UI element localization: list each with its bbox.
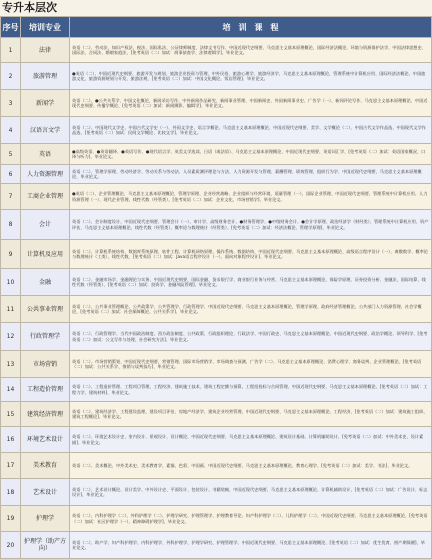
major-name: 会计: [21, 210, 70, 240]
row-number: 19: [1, 506, 21, 532]
major-name: 建筑经济管理: [21, 402, 70, 427]
table-row: [1, 117, 432, 144]
major-name: 金融: [21, 269, 70, 296]
table-row: [1, 184, 432, 210]
course-list: ●英语（二）、企业管理概论、马克思主义基本原理概论、管理学原理、企业经营战略、企业组织与经营环境、质量管理（一）、国际企业管理、中国近现代史纲要、管理系统中计算机应用、人力资源管理（一）、现代企业管理、线性代数（经管类）、[免考英语（二）加试：企业文化、市场营销学]、毕业论文。: [70, 184, 432, 210]
course-list: 英语（二）、建筑经济学、工程建设监理、建设项目评估、房地产经济学、建筑企业经营管理、中国近现代史纲要、马克思主义基本原理概论、工程经济、[免考英语（二）加试：建筑施工组织、建筑工程概论]、毕业论文。: [70, 402, 432, 427]
row-number: 18: [1, 479, 21, 506]
table-row: [1, 427, 432, 453]
course-list: 英语（二）、金融市场学、金融理论与实务、中国近现代史纲要、国际金融、货币银行学、商业银行业务与经营、马克思主义基本原理概论、保险学原理、证券投资分析、金融法、国际结算、线性代数（经管类）、[免考英语（二）加试：投资学、金融风险管理]、毕业论文。: [70, 269, 432, 296]
row-number: 13: [1, 351, 21, 378]
table-row: [1, 165, 432, 184]
table-row: [1, 296, 432, 323]
course-list: 英语（二）、中国现代文学史、中国古代文学史（一）、外国文学史、语言学概论、马克思主义基本原理概论、中国近现代史纲要、美学、文学概论（二）、中国古代文学作品选、中国现代文学作品选、[免考英语（二）加试：民间文学概论、比较文学]、毕业论文。: [70, 117, 432, 144]
table-row: [1, 351, 432, 378]
row-number: 20: [1, 532, 21, 559]
course-list: 英语（二）、内科护理学（二）、外科护理学（二）、护理学研究、护理管理学、护理教育导论、妇产科护理学（二）、儿科护理学（二）、中国近现代史纲要、马克思主义基本原理概论、[免考英语（二）加试：社区护理学（一）、精神障碍护理学]、毕业论文。: [70, 506, 432, 532]
course-list: 英语（二）、行政管理学、当代中国政治制度、西方政治制度、公共政策、行政组织理论、行政法学、中国行政史、马克思主义基本原理概论、中国近现代史纲要、政治学概论、领导科学、[免考英语（二）加试：公文写作与处理、社会研究方法]、毕业论文。: [70, 323, 432, 351]
row-number: 14: [1, 378, 21, 402]
header-no: 序号: [1, 17, 21, 38]
course-list: 英语（二）、工程造价管理、工程项目管理、工程经济、建筑施工技术、建筑工程定额与预算、工程招投标与合同管理、中国近现代史纲要、马克思主义基本原理概论、[免考英语（二）加试：工程力学、建筑材料]、毕业论文。: [70, 378, 432, 402]
table-row: [1, 269, 432, 296]
row-number: 10: [1, 269, 21, 296]
course-list: 英语（二）、计算机系统结构、数据库系统原理、软件工程、计算机网络原理、操作系统、数据结构、中国近现代史纲要、马克思主义基本原理概论、高级语言程序设计（一）、离散数学、概率论与数理统计（工类）、线性代数、[免考英语（二）加试：Java语言程序设计（一）、面向对象程序设计]、毕业论文。: [70, 240, 432, 269]
row-number: 6: [1, 165, 21, 184]
row-number: 4: [1, 117, 21, 144]
course-list: 英语（二）、环境艺术设计史、室内设计、景观设计、设计概论、中国近现代史纲要、马克思主义基本原理概论、建筑设计基础、计算机辅助设计、[免考英语（二）加试：中外美术史、设计素描]、毕业论文。: [70, 427, 432, 453]
major-name: 法律: [21, 38, 70, 63]
course-list: 英语（二）、市场营销策划、中国近现代史纲要、营销管理、国际市场营销学、市场调查与预测、广告学（二）、马克思主义基本原理概论、消费心理学、商务谈判、企业管理概论、[免考英语（二）加试：公共关系学、推销与谈判技巧]、毕业论文。: [70, 351, 432, 378]
course-list: ●高级英语、●英语翻译、●英语写作、●现代语言学、英美文学选读、日语（或法语）、马克思主义基本原理概论、中国近现代史纲要、英语词汇学、[免考英语（二）加试：英语国家概况、口译与听力]、毕业论文。: [70, 144, 432, 165]
major-name: 新闻学: [21, 90, 70, 117]
table-row: [1, 453, 432, 479]
row-number: 5: [1, 144, 21, 165]
course-list: 英语（二）、公共事业管理概论、公共政策学、公共管理学、行政管理学、中国近现代史纲要、马克思主义基本原理概论、管理学原理、政府经济管理概论、公共部门人力资源管理、社会学概论、[免考英语（二）加试：社会保障概论、公共关系学]、毕业论文。: [70, 296, 432, 323]
major-name: 市场营销: [21, 351, 70, 378]
major-name: 护理学: [21, 506, 70, 532]
table-row: [1, 63, 432, 90]
major-name: 汉语言文学: [21, 117, 70, 144]
course-list: 英语（二）、●公共关系学、中国文化概论、新闻采访写作、中外新闻作品研究、新闻事业管理、中国新闻史、外国新闻事业史、广告学（一）、新闻评论写作、马克思主义基本原理概论、中国近现代史纲要、传播学概论、[免考英语（二）加试：新闻摄影、编辑学]、毕业论文。: [70, 90, 432, 117]
table-row: [1, 532, 432, 559]
row-number: 11: [1, 296, 21, 323]
table-row: [1, 323, 432, 351]
row-number: 2: [1, 63, 21, 90]
table-row: [1, 144, 432, 165]
table-row: [1, 378, 432, 402]
course-list: 英语（二）、美术概论、中外美术史、美术教育学、素描、色彩、中国画、中国近现代史纲要、马克思主义基本原理概论、教育心理学、[免考英语（二）加试：美学、书法]、毕业论文。: [70, 453, 432, 479]
table-row: [1, 240, 432, 269]
page-title: 专升本层次: [2, 1, 57, 14]
row-number: 15: [1, 402, 21, 427]
header-courses: 培 训 课 程: [70, 17, 432, 38]
row-number: 12: [1, 323, 21, 351]
table-header-row: [1, 17, 432, 38]
major-name: 工程造价管理: [21, 378, 70, 402]
course-table: [0, 16, 432, 559]
course-list: 英语（二）、艺术设计概论、设计美学、中外设计史、平面设计、包装设计、书籍装帧、中国近现代史纲要、马克思主义基本原理概论、计算机辅助设计、[免考英语（二）加试：广告设计、标志设计]、毕业论文。: [70, 479, 432, 506]
table-row: [1, 479, 432, 506]
major-name: 艺术设计: [21, 479, 70, 506]
table-row: [1, 506, 432, 532]
course-list: 英语（二）、会计制度设计、中国近现代史纲要、管理会计（一）、审计学、高级财务会计、●财务管理学、●中级财务会计、●会计学原理、政治经济学（财经类）、管理系统中计算机应用、资产评估、马克思主义基本原理概论、线性代数（经管类）、概率论与数理统计（经管类）、[免考英语（二）加试：经济法概论、管理学原理]、毕业论文。: [70, 210, 432, 240]
row-number: 16: [1, 427, 21, 453]
row-number: 1: [1, 38, 21, 63]
major-name: 公共事业管理: [21, 296, 70, 323]
major-name: 环境艺术设计: [21, 427, 70, 453]
major-name: 工商企业管理: [21, 184, 70, 210]
row-number: 8: [1, 210, 21, 240]
table-row: [1, 210, 432, 240]
header-major: 培训专业: [21, 17, 70, 38]
course-list: 英语（二）、管理学原理、劳动经济学、劳动关系与劳动法、人员素质测评理论与方法、人力资源开发与管理、薪酬管理、绩效管理、组织行为学、中国近现代史纲要、马克思主义基本原理概论、毕业论文。: [70, 165, 432, 184]
major-name: 美术教育: [21, 453, 70, 479]
table-row: [1, 38, 432, 63]
row-number: 3: [1, 90, 21, 117]
major-name: 计算机及应用: [21, 240, 70, 269]
table-row: [1, 90, 432, 117]
row-number: 17: [1, 453, 21, 479]
row-number: 9: [1, 240, 21, 269]
course-list: 英语（二）、助产学、妇产科护理学、内科护理学、外科护理学、护理学研究、护理管理学、中国近现代史纲要、马克思主义基本原理概论、[免考英语（二）加试：优生优育、围产期保健]、毕业论文。: [70, 532, 432, 559]
major-name: 英语: [21, 144, 70, 165]
major-name: 行政管理学: [21, 323, 70, 351]
major-name: 旅游管理: [21, 63, 70, 90]
table-row: [1, 402, 432, 427]
major-name: 护理学（助产方向）: [21, 532, 70, 559]
course-list: 英语（二）、劳动法、知识产权法、税法、国际私法、公证律师制度、法律文书写作、中国近现代史纲要、马克思主义基本原理概论、国际经济法概论、环境与资源保护法学、中国法律思想史、国际法、合同法、婚姻家庭法、[免考英语（二）加试：刑事侦查学、法律逻辑学]、毕业论文。: [70, 38, 432, 63]
course-list: ●英语（二）、中国近现代史纲要、旅游开发与规划、旅游企业投资与管理、中外民俗、旅游心理学、旅游经济学、马克思主义基本原理概论、管理系统中计算机应用、国际经济法概论、中国旅游文化、旅游资源规划与开发、旅游法规、[免考英语（二）加试：中国文化概论、饭店管理]、毕业论文。: [70, 63, 432, 90]
major-name: 人力资源管理: [21, 165, 70, 184]
row-number: 7: [1, 184, 21, 210]
